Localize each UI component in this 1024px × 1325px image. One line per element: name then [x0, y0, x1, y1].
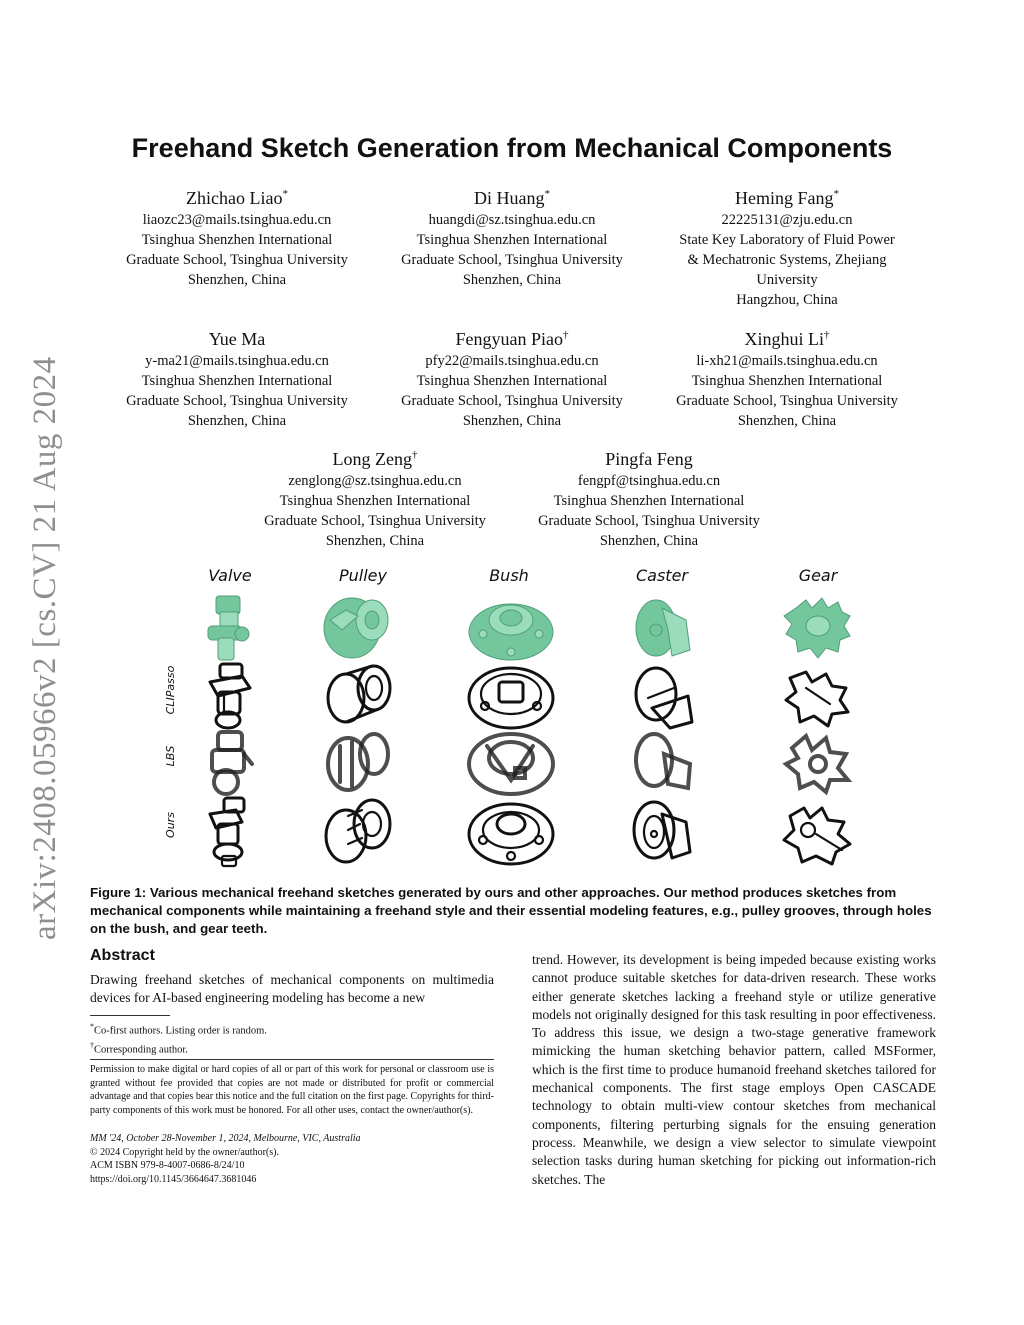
author-mark: † [563, 329, 569, 341]
gear-ours-sketch [766, 794, 866, 870]
row-label-ours: Ours [164, 812, 177, 838]
author-affiliation: Graduate School, Tsinghua University [401, 393, 623, 409]
copyright: © 2024 Copyright held by the owner/author(s). [90, 1146, 279, 1158]
gear-mesh-image [766, 590, 866, 666]
gear-lbs-sketch [766, 724, 866, 800]
figure-caption: Figure 1: Various mechanical freehand sketches generated by ours and other approaches. Our method produces sketches from mechanical components while maintaining a freehand style and their essential modeling features, e.g., pulley grooves, through holes on the bush, and gear teeth. [90, 885, 932, 936]
valve-mesh-image [180, 590, 280, 666]
bush-ours-sketch [461, 794, 561, 870]
caster-clipasso-sketch [612, 658, 712, 734]
row-label-clipasso: CLIPasso [164, 665, 177, 715]
venue: MM '24, October 28-November 1, 2024, Melbourne, VIC, Australia [90, 1133, 361, 1144]
column-label-pulley: Pulley [339, 566, 387, 585]
author-name: Heming Fang [735, 188, 834, 208]
author-affiliation: Tsinghua Shenzhen International [553, 493, 745, 509]
author-affiliation: Graduate School, Tsinghua University [538, 513, 760, 529]
isbn: ACM ISBN 979-8-4007-0686-8/24/10 [90, 1160, 245, 1171]
author-affiliation: Graduate School, Tsinghua University [126, 252, 348, 268]
caster-ours-sketch [612, 794, 712, 870]
column-label-bush: Bush [489, 566, 529, 585]
footnote-corresponding: Corresponding author. [94, 1044, 188, 1055]
abstract-text-right: trend. However, its development is being impeded because existing works cannot produce suitable sketches for data-driven research. These works either generate sketches lacking a freehand style or utilize generative models not originally designed for this task resulting in poor effectiveness. To address this issue, we design a two-stage generative framework mimicking the human sketching behavior pattern, called MSFormer, which is the first time to produce humanoid freehand sketches tailored for mechanical components. The first stage employs Open CASCADE technology to obtain multi-view contour sketches from mechanical components, filtering perturbing signals for the ensuing generation process. Meanwhile, we design a view selector to simulate viewpoint selection tasks during human sketching for picking out information-rich sketches. The [532, 952, 936, 1187]
author-affiliation: & Mechatronic Systems, Zhejiang [687, 252, 887, 268]
author-email: 22225131@zju.edu.cn [721, 212, 853, 228]
author-affiliation: Shenzhen, China [599, 533, 699, 549]
author-block [652, 182, 922, 310]
pulley-lbs-sketch [306, 724, 406, 800]
permission-notice: Permission to make digital or hard copies of all or part of this work for personal or classroom use is granted without fee provided that copies are not made or distributed for profit or commercial advantage and that copies bear this notice and the full citation on the first page. Copyrights for third-party components of this work must be honored. For all other uses, contact the owner/author(s). [90, 1064, 494, 1116]
author-affiliation: Graduate School, Tsinghua University [264, 513, 486, 529]
footnote-cofirst: Co-first authors. Listing order is random. [94, 1025, 267, 1037]
author-mark: † [824, 329, 830, 341]
author-email: huangdi@sz.tsinghua.edu.cn [428, 212, 596, 228]
author-name: Yue Ma [208, 329, 266, 349]
bush-lbs-sketch [461, 724, 561, 800]
author-affiliation: Shenzhen, China [462, 413, 562, 429]
permission-divider [90, 1059, 494, 1060]
pulley-ours-sketch [306, 794, 406, 870]
publication-meta [90, 1132, 494, 1186]
author-name: Long Zeng [332, 449, 412, 469]
valve-lbs-sketch [180, 724, 280, 800]
author-block [377, 323, 647, 431]
author-block [377, 182, 647, 290]
author-mark: * [833, 188, 839, 200]
valve-ours-sketch [180, 794, 280, 870]
footnote-mark: † [90, 1040, 94, 1050]
abstract-text-left: Drawing freehand sketches of mechanical components on multimedia devices for AI-based engineering modeling has become a new [90, 972, 494, 1005]
author-block [514, 443, 784, 551]
column-label-valve: Valve [208, 566, 252, 585]
valve-clipasso-sketch [180, 658, 280, 734]
author-affiliation: Shenzhen, China [325, 533, 425, 549]
author-affiliation: Tsinghua Shenzhen International [416, 373, 608, 389]
author-affiliation: State Key Laboratory of Fluid Power [679, 232, 895, 248]
caster-lbs-sketch [612, 724, 712, 800]
author-affiliation: Tsinghua Shenzhen International [279, 493, 471, 509]
author-email: pfy22@mails.tsinghua.edu.cn [425, 353, 599, 369]
author-affiliation: Tsinghua Shenzhen International [141, 232, 333, 248]
author-affiliation: Graduate School, Tsinghua University [676, 393, 898, 409]
author-affiliation: Hangzhou, China [736, 292, 838, 308]
pulley-mesh-image [306, 590, 406, 666]
author-affiliation: Shenzhen, China [187, 413, 287, 429]
author-affiliation: Shenzhen, China [187, 272, 287, 288]
author-affiliation: Shenzhen, China [737, 413, 837, 429]
author-block [240, 443, 510, 551]
author-block [652, 323, 922, 431]
paper-title: Freehand Sketch Generation from Mechanical Components [131, 133, 893, 163]
author-affiliation: Tsinghua Shenzhen International [691, 373, 883, 389]
column-label-caster: Caster [635, 566, 688, 585]
author-email: fengpf@tsinghua.edu.cn [577, 473, 721, 489]
row-label-lbs: LBS [164, 745, 177, 767]
author-mark: * [282, 188, 288, 200]
author-name: Xinghui Li [744, 329, 824, 349]
column-label-gear: Gear [798, 566, 838, 585]
author-affiliation: Tsinghua Shenzhen International [141, 373, 333, 389]
doi-link[interactable]: https://doi.org/10.1145/3664647.3681046 [90, 1173, 257, 1185]
author-email: liaozc23@mails.tsinghua.edu.cn [142, 212, 332, 228]
author-affiliation: Graduate School, Tsinghua University [126, 393, 348, 409]
footnote-mark: * [90, 1022, 94, 1031]
pulley-clipasso-sketch [306, 658, 406, 734]
arxiv-identifier: arXiv:2408.05966v2 [cs.CV] 21 Aug 2024 [27, 356, 63, 940]
author-affiliation: Tsinghua Shenzhen International [416, 232, 608, 248]
footnote-divider [90, 1015, 170, 1016]
author-name: Zhichao Liao [186, 188, 283, 208]
gear-clipasso-sketch [766, 658, 866, 734]
author-block [102, 323, 372, 431]
bush-mesh-image [461, 590, 561, 666]
author-name: Pingfa Feng [605, 449, 693, 469]
author-affiliation: Graduate School, Tsinghua University [401, 252, 623, 268]
abstract-heading: Abstract [90, 947, 155, 964]
caster-mesh-image [612, 590, 712, 666]
author-mark: † [411, 449, 418, 461]
author-email: li-xh21@mails.tsinghua.edu.cn [696, 353, 878, 369]
author-email: y-ma21@mails.tsinghua.edu.cn [145, 353, 329, 369]
footnotes [90, 1020, 494, 1057]
bush-clipasso-sketch [461, 658, 561, 734]
author-affiliation: Shenzhen, China [462, 272, 562, 288]
author-email: zenglong@sz.tsinghua.edu.cn [288, 473, 462, 489]
author-affiliation: University [756, 272, 818, 288]
author-mark: * [544, 188, 550, 200]
author-name: Di Huang [474, 188, 545, 208]
author-name: Fengyuan Piao [455, 329, 563, 349]
author-block [102, 182, 372, 290]
